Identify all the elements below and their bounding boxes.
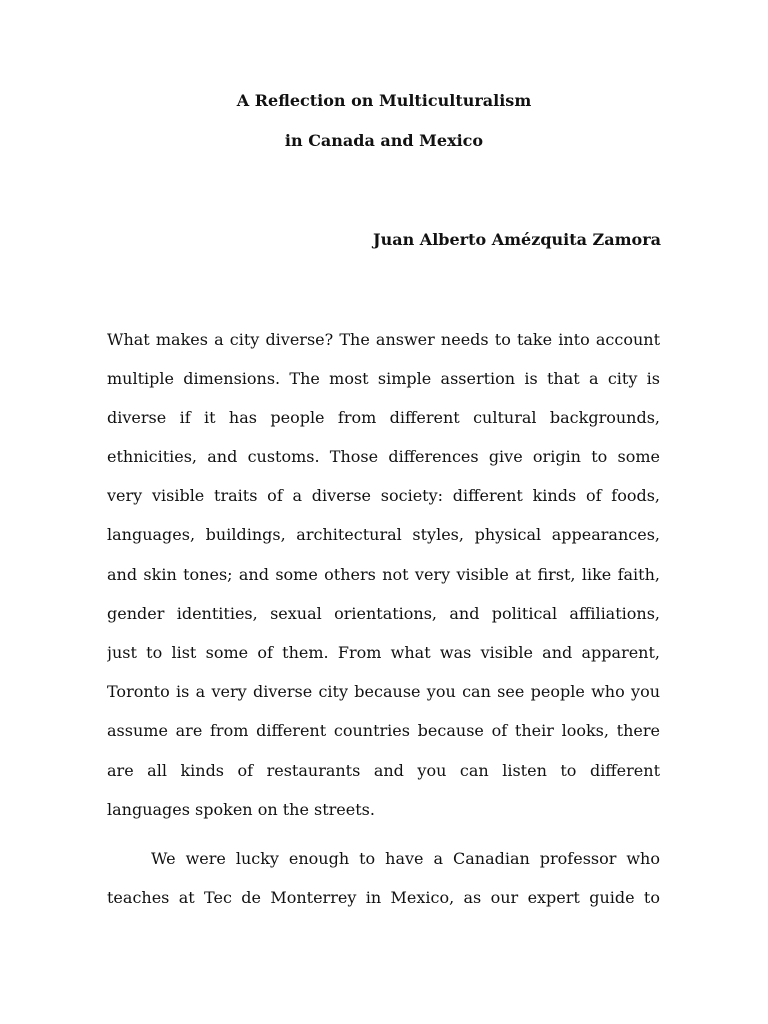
paragraph-line: are all kinds of restaurants and you can listen to different [107, 761, 660, 780]
paragraph-line: languages, buildings, architectural styles, physical appearances, [107, 525, 660, 544]
author-name: Juan Alberto Amézquita Zamora [373, 230, 661, 249]
paragraph-line: What makes a city diverse? The answer needs to take into account [107, 330, 660, 349]
paragraph-line: very visible traits of a diverse society: different kinds of foods, [107, 486, 660, 505]
paragraph-line: gender identities, sexual orientations, and political affiliations, [107, 604, 660, 623]
paragraph-line: ethnicities, and customs. Those differences give origin to some [107, 447, 660, 466]
paragraph-line: diverse if it has people from different cultural backgrounds, [107, 408, 660, 427]
title-line-2: in Canada and Mexico [284, 131, 484, 150]
paragraph-line: Toronto is a very diverse city because you can see people who you [107, 682, 660, 701]
paragraph-line: and skin tones; and some others not very visible at first, like faith, [107, 565, 660, 584]
paragraph-line: assume are from different countries because of their looks, there [107, 721, 660, 740]
paragraph-line: languages spoken on the streets. [107, 800, 375, 819]
title-line-1: A Reflection on Multiculturalism [236, 91, 532, 110]
paragraph-line: We were lucky enough to have a Canadian professor who [151, 849, 660, 868]
paragraph-line: just to list some of them. From what was visible and apparent, [107, 643, 660, 662]
paragraph-line: teaches at Tec de Monterrey in Mexico, as our expert guide to [107, 888, 660, 907]
paragraph-line: multiple dimensions. The most simple assertion is that a city is [107, 369, 660, 388]
